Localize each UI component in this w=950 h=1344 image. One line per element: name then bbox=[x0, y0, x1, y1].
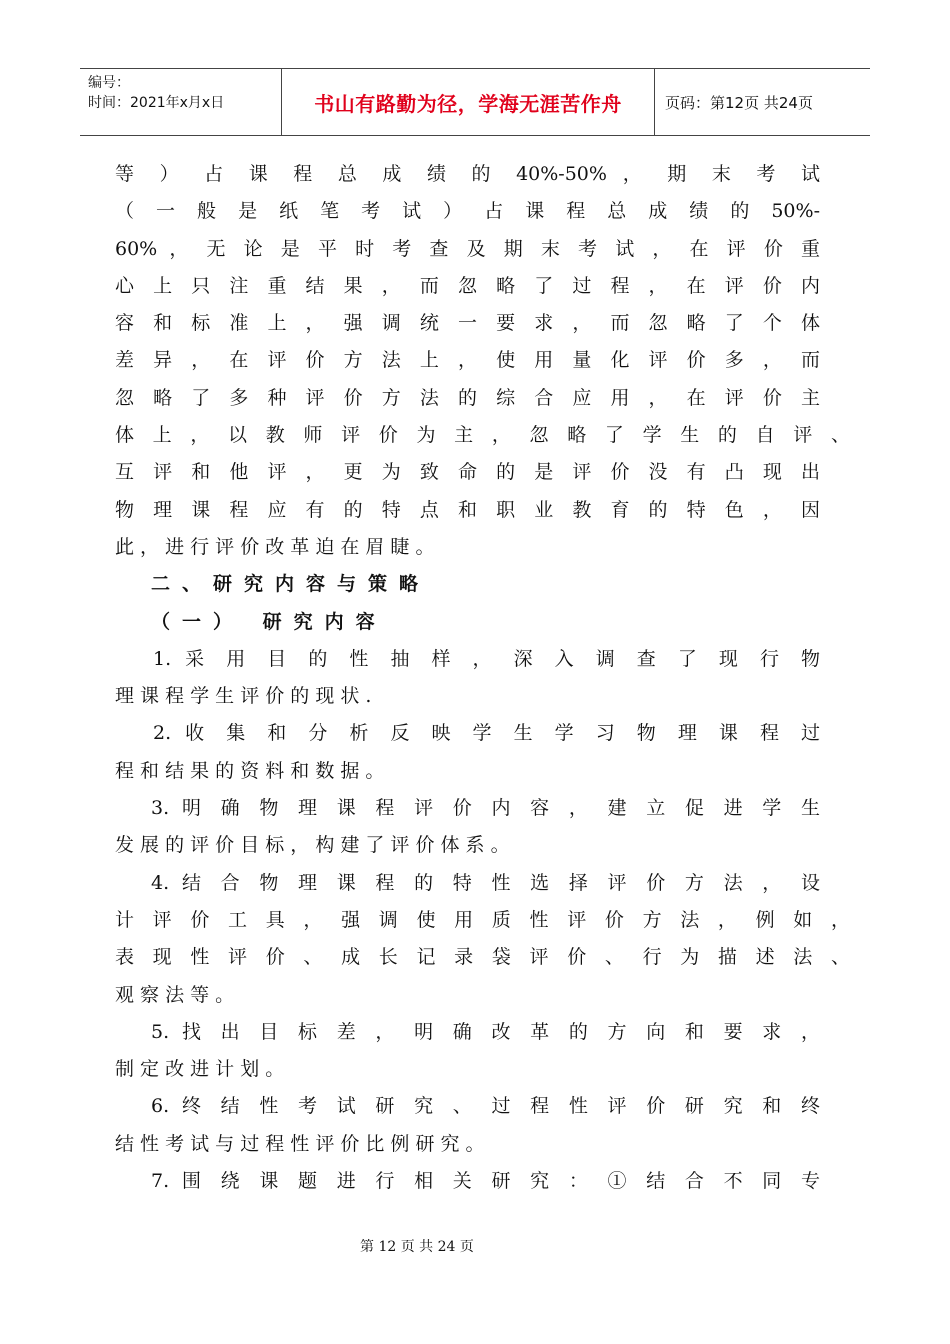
body-line: 容 和 标 准 上 ， 强 调 统 一 要 求 ， 而 忽 略 了 个 体 bbox=[115, 312, 820, 335]
body-line: 此 ， 进 行 评 价 改 革 迫 在 眉 睫 。 bbox=[115, 535, 435, 558]
body-line: 等 ） 占 课 程 总 成 绩 的 40%-50% ， 期 末 考 试 bbox=[115, 163, 820, 185]
body-line: 物 理 课 程 应 有 的 特 点 和 职 业 教 育 的 特 色 ， 因 bbox=[115, 498, 820, 521]
body-line: （ 一 般 是 纸 笔 考 试 ） 占 课 程 总 成 绩 的 50%- bbox=[115, 200, 820, 223]
page-footer: 第 12 页 共 24 页 bbox=[360, 1239, 474, 1255]
list-item: 1. 采 用 目 的 性 抽 样 ， 深 入 调 查 了 现 行 物 bbox=[153, 647, 820, 670]
list-item: 3. 明 确 物 理 课 程 评 价 内 容 ， 建 立 促 进 学 生 bbox=[151, 797, 820, 820]
list-item: 6. 终 结 性 考 试 研 究 、 过 程 性 评 价 研 究 和 终 bbox=[151, 1095, 820, 1118]
list-item-continuation: 理 课 程 学 生 评 价 的 现 状 . bbox=[115, 685, 372, 708]
list-item: 7. 围 绕 课 题 进 行 相 关 研 究 ： ① 结 合 不 同 专 bbox=[151, 1170, 820, 1193]
list-item-continuation: 表 现 性 评 价 、 成 长 记 录 袋 评 价 、 行 为 描 述 法 、 bbox=[115, 946, 850, 969]
body-line: 体 上 ， 以 教 师 评 价 为 主 ， 忽 略 了 学 生 的 自 评 、 bbox=[115, 424, 850, 447]
body-line: 差 异 ， 在 评 价 方 法 上 ， 使 用 量 化 评 价 多 ， 而 bbox=[115, 349, 820, 372]
list-item: 2. 收 集 和 分 析 反 映 学 生 学 习 物 理 课 程 过 bbox=[153, 722, 820, 745]
doc-date-label: 时间：2021年x月x日 bbox=[88, 95, 225, 111]
list-item-continuation: 制 定 改 进 计 划 。 bbox=[115, 1058, 285, 1081]
header-page-label: 页码：第12页 共24页 bbox=[665, 93, 813, 112]
list-item: 4. 结 合 物 理 课 程 的 特 性 选 择 评 价 方 法 ， 设 bbox=[151, 871, 820, 894]
document-body bbox=[115, 156, 855, 1200]
list-item: 5. 找 出 目 标 差 ， 明 确 改 革 的 方 向 和 要 求 ， bbox=[151, 1020, 820, 1043]
page-header bbox=[80, 68, 870, 136]
body-line: 互 评 和 他 评 ， 更 为 致 命 的 是 评 价 没 有 凸 现 出 bbox=[115, 461, 820, 484]
body-line: 60% ， 无 论 是 平 时 考 查 及 期 末 考 试 ， 在 评 价 重 bbox=[115, 237, 820, 260]
body-line: 忽 略 了 多 种 评 价 方 法 的 综 合 应 用 ， 在 评 价 主 bbox=[115, 386, 820, 409]
header-page-cell bbox=[655, 69, 870, 135]
header-motto-cell bbox=[282, 69, 655, 135]
doc-number-label: 编号： bbox=[88, 75, 130, 91]
list-item-continuation: 结 性 考 试 与 过 程 性 评 价 比 例 研 究 。 bbox=[115, 1132, 485, 1155]
list-item-continuation: 观 察 法 等 。 bbox=[115, 983, 235, 1006]
subsection-heading: （一） 研究内容 bbox=[151, 610, 387, 633]
list-item-continuation: 发 展 的 评 价 目 标 ， 构 建 了 评 价 体 系 。 bbox=[115, 834, 510, 857]
list-item-continuation: 程 和 结 果 的 资 料 和 数 据 。 bbox=[115, 759, 385, 782]
body-line: 心 上 只 注 重 结 果 ， 而 忽 略 了 过 程 ， 在 评 价 内 bbox=[115, 274, 820, 297]
header-motto: 书山有路勤为径，学海无涯苦作舟 bbox=[314, 91, 622, 116]
list-item-continuation: 计 评 价 工 具 ， 强 调 使 用 质 性 评 价 方 法 ， 例 如 ， bbox=[115, 908, 850, 931]
section-heading: 二、研究内容与策略 bbox=[151, 573, 431, 596]
header-meta bbox=[80, 69, 282, 135]
